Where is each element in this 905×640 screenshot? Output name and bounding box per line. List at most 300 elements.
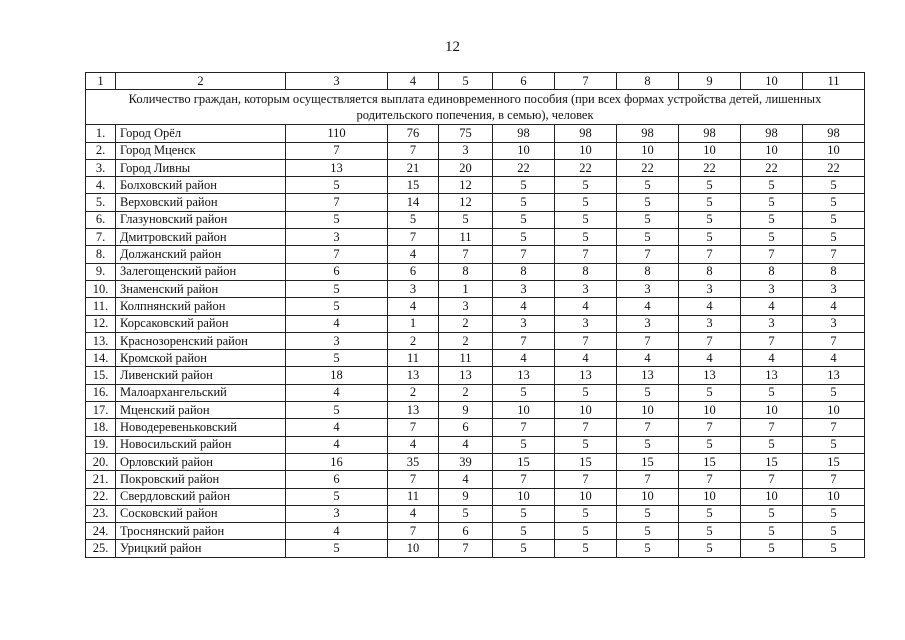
value-cell: 5 — [617, 523, 679, 540]
column-number-cell: 5 — [439, 73, 493, 90]
value-cell: 7 — [803, 419, 865, 436]
table-row — [86, 142, 865, 159]
value-cell: 5 — [617, 211, 679, 228]
row-number-cell: 5. — [86, 194, 116, 211]
table-row — [86, 419, 865, 436]
value-cell: 4 — [439, 436, 493, 453]
value-cell: 4 — [388, 505, 439, 522]
value-cell: 5 — [555, 523, 617, 540]
value-cell: 4 — [617, 298, 679, 315]
district-name-cell: Глазуновский район — [116, 211, 286, 228]
value-cell: 13 — [388, 402, 439, 419]
table-row — [86, 350, 865, 367]
value-cell: 1 — [439, 280, 493, 297]
value-cell: 7 — [555, 332, 617, 349]
table-row — [86, 263, 865, 280]
table-row — [86, 384, 865, 401]
page-number: 12 — [445, 39, 460, 55]
value-cell: 5 — [493, 540, 555, 557]
value-cell: 5 — [741, 540, 803, 557]
value-cell: 4 — [555, 350, 617, 367]
value-cell: 5 — [286, 540, 388, 557]
row-number-cell: 6. — [86, 211, 116, 228]
value-cell: 10 — [741, 142, 803, 159]
table-row — [86, 211, 865, 228]
value-cell: 13 — [439, 367, 493, 384]
value-cell: 5 — [679, 523, 741, 540]
district-name-cell: Малоархангельский — [116, 384, 286, 401]
district-name-cell: Ливенский район — [116, 367, 286, 384]
row-number-cell: 25. — [86, 540, 116, 557]
value-cell: 3 — [555, 280, 617, 297]
value-cell: 14 — [388, 194, 439, 211]
value-cell: 7 — [679, 471, 741, 488]
value-cell: 11 — [388, 488, 439, 505]
value-cell: 3 — [617, 315, 679, 332]
value-cell: 10 — [679, 142, 741, 159]
value-cell: 10 — [741, 488, 803, 505]
district-name-cell: Свердловский район — [116, 488, 286, 505]
value-cell: 3 — [803, 280, 865, 297]
value-cell: 15 — [493, 453, 555, 470]
district-name-cell: Троснянский район — [116, 523, 286, 540]
value-cell: 4 — [286, 436, 388, 453]
value-cell: 4 — [741, 298, 803, 315]
value-cell: 4 — [555, 298, 617, 315]
value-cell: 5 — [493, 384, 555, 401]
table-row — [86, 471, 865, 488]
value-cell: 7 — [617, 419, 679, 436]
value-cell: 5 — [555, 540, 617, 557]
value-cell: 20 — [439, 159, 493, 176]
value-cell: 5 — [679, 177, 741, 194]
value-cell: 13 — [803, 367, 865, 384]
value-cell: 5 — [286, 280, 388, 297]
value-cell: 3 — [286, 332, 388, 349]
value-cell: 4 — [803, 298, 865, 315]
row-number-cell: 15. — [86, 367, 116, 384]
data-table — [85, 72, 865, 558]
row-number-cell: 16. — [86, 384, 116, 401]
table-row — [86, 229, 865, 246]
value-cell: 4 — [679, 298, 741, 315]
value-cell: 3 — [493, 315, 555, 332]
value-cell: 5 — [555, 436, 617, 453]
row-number-cell: 7. — [86, 229, 116, 246]
value-cell: 10 — [803, 402, 865, 419]
value-cell: 9 — [439, 488, 493, 505]
column-number-cell: 4 — [388, 73, 439, 90]
value-cell: 7 — [388, 471, 439, 488]
value-cell: 11 — [439, 350, 493, 367]
value-cell: 5 — [493, 523, 555, 540]
column-number-cell: 3 — [286, 73, 388, 90]
column-number-cell: 6 — [493, 73, 555, 90]
value-cell: 15 — [741, 453, 803, 470]
district-name-cell: Корсаковский район — [116, 315, 286, 332]
value-cell: 3 — [741, 280, 803, 297]
value-cell: 7 — [286, 194, 388, 211]
value-cell: 10 — [493, 402, 555, 419]
column-number-cell: 7 — [555, 73, 617, 90]
table-row — [86, 280, 865, 297]
value-cell: 6 — [286, 263, 388, 280]
district-name-cell: Мценский район — [116, 402, 286, 419]
value-cell: 7 — [741, 471, 803, 488]
value-cell: 7 — [741, 419, 803, 436]
value-cell: 5 — [803, 384, 865, 401]
value-cell: 2 — [439, 332, 493, 349]
value-cell: 22 — [617, 159, 679, 176]
value-cell: 5 — [679, 211, 741, 228]
value-cell: 7 — [679, 246, 741, 263]
value-cell: 10 — [555, 402, 617, 419]
row-number-cell: 20. — [86, 453, 116, 470]
value-cell: 8 — [617, 263, 679, 280]
value-cell: 98 — [493, 125, 555, 142]
value-cell: 5 — [803, 523, 865, 540]
value-cell: 4 — [286, 523, 388, 540]
row-number-cell: 4. — [86, 177, 116, 194]
value-cell: 5 — [803, 194, 865, 211]
value-cell: 6 — [439, 523, 493, 540]
table-row — [86, 402, 865, 419]
value-cell: 8 — [439, 263, 493, 280]
value-cell: 5 — [741, 436, 803, 453]
value-cell: 7 — [439, 246, 493, 263]
value-cell: 10 — [388, 540, 439, 557]
value-cell: 4 — [286, 419, 388, 436]
value-cell: 5 — [803, 211, 865, 228]
value-cell: 5 — [741, 177, 803, 194]
value-cell: 10 — [679, 402, 741, 419]
value-cell: 15 — [679, 453, 741, 470]
value-cell: 10 — [555, 142, 617, 159]
value-cell: 5 — [741, 211, 803, 228]
value-cell: 3 — [679, 280, 741, 297]
value-cell: 10 — [803, 488, 865, 505]
value-cell: 5 — [286, 298, 388, 315]
value-cell: 5 — [741, 229, 803, 246]
value-cell: 7 — [803, 471, 865, 488]
value-cell: 13 — [741, 367, 803, 384]
value-cell: 4 — [286, 315, 388, 332]
value-cell: 5 — [493, 177, 555, 194]
value-cell: 12 — [439, 194, 493, 211]
value-cell: 10 — [741, 402, 803, 419]
value-cell: 7 — [617, 246, 679, 263]
value-cell: 5 — [617, 540, 679, 557]
row-number-cell: 13. — [86, 332, 116, 349]
value-cell: 5 — [803, 540, 865, 557]
row-number-cell: 12. — [86, 315, 116, 332]
district-name-cell: Знаменский район — [116, 280, 286, 297]
value-cell: 10 — [617, 488, 679, 505]
value-cell: 76 — [388, 125, 439, 142]
table-row — [86, 159, 865, 176]
value-cell: 4 — [617, 350, 679, 367]
value-cell: 8 — [493, 263, 555, 280]
value-cell: 21 — [388, 159, 439, 176]
row-number-cell: 22. — [86, 488, 116, 505]
value-cell: 13 — [388, 367, 439, 384]
value-cell: 3 — [741, 315, 803, 332]
district-name-cell: Верховский район — [116, 194, 286, 211]
value-cell: 13 — [286, 159, 388, 176]
table-caption-row — [86, 90, 865, 125]
value-cell: 5 — [555, 384, 617, 401]
value-cell: 22 — [679, 159, 741, 176]
value-cell: 5 — [803, 436, 865, 453]
table-row — [86, 453, 865, 470]
value-cell: 6 — [439, 419, 493, 436]
value-cell: 5 — [741, 505, 803, 522]
row-number-cell: 17. — [86, 402, 116, 419]
value-cell: 5 — [617, 229, 679, 246]
district-name-cell: Новосильский район — [116, 436, 286, 453]
district-name-cell: Орловский район — [116, 453, 286, 470]
row-number-cell: 10. — [86, 280, 116, 297]
value-cell: 7 — [617, 332, 679, 349]
value-cell: 6 — [286, 471, 388, 488]
value-cell: 13 — [493, 367, 555, 384]
value-cell: 98 — [555, 125, 617, 142]
value-cell: 22 — [493, 159, 555, 176]
value-cell: 5 — [679, 384, 741, 401]
value-cell: 8 — [741, 263, 803, 280]
value-cell: 10 — [803, 142, 865, 159]
value-cell: 10 — [493, 142, 555, 159]
column-number-cell: 10 — [741, 73, 803, 90]
district-name-cell: Новодеревеньковский — [116, 419, 286, 436]
table-row — [86, 315, 865, 332]
value-cell: 5 — [493, 505, 555, 522]
value-cell: 15 — [803, 453, 865, 470]
district-name-cell: Болховский район — [116, 177, 286, 194]
value-cell: 4 — [286, 384, 388, 401]
value-cell: 10 — [617, 402, 679, 419]
value-cell: 3 — [803, 315, 865, 332]
value-cell: 5 — [679, 229, 741, 246]
district-name-cell: Кромской район — [116, 350, 286, 367]
value-cell: 22 — [741, 159, 803, 176]
value-cell: 5 — [617, 194, 679, 211]
value-cell: 10 — [493, 488, 555, 505]
value-cell: 16 — [286, 453, 388, 470]
value-cell: 4 — [493, 298, 555, 315]
value-cell: 5 — [617, 177, 679, 194]
table-row — [86, 332, 865, 349]
value-cell: 12 — [439, 177, 493, 194]
district-name-cell: Колпнянский район — [116, 298, 286, 315]
value-cell: 5 — [493, 229, 555, 246]
value-cell: 5 — [617, 384, 679, 401]
table-body — [86, 73, 865, 558]
value-cell: 98 — [803, 125, 865, 142]
district-name-cell: Должанский район — [116, 246, 286, 263]
value-cell: 11 — [388, 350, 439, 367]
value-cell: 3 — [388, 280, 439, 297]
value-cell: 18 — [286, 367, 388, 384]
value-cell: 10 — [679, 488, 741, 505]
value-cell: 4 — [439, 471, 493, 488]
value-cell: 5 — [493, 211, 555, 228]
value-cell: 4 — [388, 436, 439, 453]
district-name-cell: Город Мценск — [116, 142, 286, 159]
table-row — [86, 367, 865, 384]
value-cell: 7 — [741, 332, 803, 349]
value-cell: 7 — [493, 246, 555, 263]
value-cell: 22 — [555, 159, 617, 176]
table-row — [86, 194, 865, 211]
value-cell: 7 — [741, 246, 803, 263]
value-cell: 7 — [388, 523, 439, 540]
value-cell: 5 — [493, 436, 555, 453]
district-name-cell: Залегощенский район — [116, 263, 286, 280]
value-cell: 3 — [493, 280, 555, 297]
column-number-cell: 1 — [86, 73, 116, 90]
value-cell: 4 — [388, 246, 439, 263]
value-cell: 5 — [617, 505, 679, 522]
value-cell: 7 — [388, 142, 439, 159]
table-row — [86, 246, 865, 263]
value-cell: 7 — [493, 419, 555, 436]
row-number-cell: 14. — [86, 350, 116, 367]
value-cell: 5 — [388, 211, 439, 228]
value-cell: 7 — [286, 142, 388, 159]
value-cell: 7 — [555, 471, 617, 488]
value-cell: 5 — [679, 505, 741, 522]
district-name-cell: Сосковский район — [116, 505, 286, 522]
value-cell: 5 — [286, 350, 388, 367]
value-cell: 13 — [679, 367, 741, 384]
table-row — [86, 523, 865, 540]
value-cell: 5 — [679, 194, 741, 211]
value-cell: 110 — [286, 125, 388, 142]
value-cell: 11 — [439, 229, 493, 246]
value-cell: 5 — [555, 211, 617, 228]
value-cell: 4 — [741, 350, 803, 367]
row-number-cell: 23. — [86, 505, 116, 522]
district-name-cell: Урицкий район — [116, 540, 286, 557]
value-cell: 4 — [679, 350, 741, 367]
value-cell: 7 — [493, 471, 555, 488]
value-cell: 5 — [286, 488, 388, 505]
value-cell: 98 — [617, 125, 679, 142]
row-number-cell: 2. — [86, 142, 116, 159]
district-name-cell: Город Орёл — [116, 125, 286, 142]
value-cell: 4 — [493, 350, 555, 367]
district-name-cell: Город Ливны — [116, 159, 286, 176]
value-cell: 5 — [493, 194, 555, 211]
value-cell: 5 — [555, 505, 617, 522]
value-cell: 5 — [803, 177, 865, 194]
value-cell: 7 — [679, 332, 741, 349]
district-name-cell: Покровский район — [116, 471, 286, 488]
value-cell: 15 — [388, 177, 439, 194]
value-cell: 2 — [439, 315, 493, 332]
value-cell: 22 — [803, 159, 865, 176]
table-row — [86, 505, 865, 522]
value-cell: 5 — [741, 384, 803, 401]
value-cell: 8 — [679, 263, 741, 280]
district-name-cell: Краснозоренский район — [116, 332, 286, 349]
row-number-cell: 18. — [86, 419, 116, 436]
row-number-cell: 19. — [86, 436, 116, 453]
value-cell: 3 — [439, 142, 493, 159]
value-cell: 8 — [555, 263, 617, 280]
row-number-cell: 9. — [86, 263, 116, 280]
value-cell: 7 — [555, 419, 617, 436]
value-cell: 7 — [617, 471, 679, 488]
value-cell: 7 — [803, 246, 865, 263]
value-cell: 5 — [286, 211, 388, 228]
district-name-cell: Дмитровский район — [116, 229, 286, 246]
value-cell: 6 — [388, 263, 439, 280]
value-cell: 8 — [803, 263, 865, 280]
value-cell: 5 — [555, 229, 617, 246]
value-cell: 7 — [439, 540, 493, 557]
value-cell: 2 — [388, 332, 439, 349]
value-cell: 5 — [803, 229, 865, 246]
value-cell: 13 — [617, 367, 679, 384]
value-cell: 7 — [388, 419, 439, 436]
value-cell: 1 — [388, 315, 439, 332]
value-cell: 10 — [617, 142, 679, 159]
value-cell: 5 — [439, 505, 493, 522]
value-cell: 5 — [679, 540, 741, 557]
value-cell: 13 — [555, 367, 617, 384]
value-cell: 5 — [439, 211, 493, 228]
column-number-row — [86, 73, 865, 90]
value-cell: 75 — [439, 125, 493, 142]
value-cell: 3 — [439, 298, 493, 315]
value-cell: 5 — [555, 177, 617, 194]
table-row — [86, 298, 865, 315]
value-cell: 4 — [388, 298, 439, 315]
value-cell: 5 — [286, 177, 388, 194]
row-number-cell: 11. — [86, 298, 116, 315]
value-cell: 5 — [286, 402, 388, 419]
value-cell: 7 — [803, 332, 865, 349]
table-row — [86, 177, 865, 194]
value-cell: 3 — [679, 315, 741, 332]
value-cell: 5 — [555, 194, 617, 211]
value-cell: 98 — [679, 125, 741, 142]
value-cell: 35 — [388, 453, 439, 470]
value-cell: 7 — [493, 332, 555, 349]
value-cell: 15 — [617, 453, 679, 470]
row-number-cell: 21. — [86, 471, 116, 488]
value-cell: 5 — [803, 505, 865, 522]
value-cell: 9 — [439, 402, 493, 419]
table-row — [86, 125, 865, 142]
table-row — [86, 488, 865, 505]
row-number-cell: 8. — [86, 246, 116, 263]
value-cell: 5 — [741, 194, 803, 211]
row-number-cell: 24. — [86, 523, 116, 540]
value-cell: 2 — [388, 384, 439, 401]
value-cell: 98 — [741, 125, 803, 142]
value-cell: 4 — [803, 350, 865, 367]
value-cell: 39 — [439, 453, 493, 470]
value-cell: 5 — [679, 436, 741, 453]
value-cell: 10 — [555, 488, 617, 505]
column-number-cell: 8 — [617, 73, 679, 90]
column-number-cell: 2 — [116, 73, 286, 90]
value-cell: 3 — [286, 505, 388, 522]
value-cell: 3 — [617, 280, 679, 297]
